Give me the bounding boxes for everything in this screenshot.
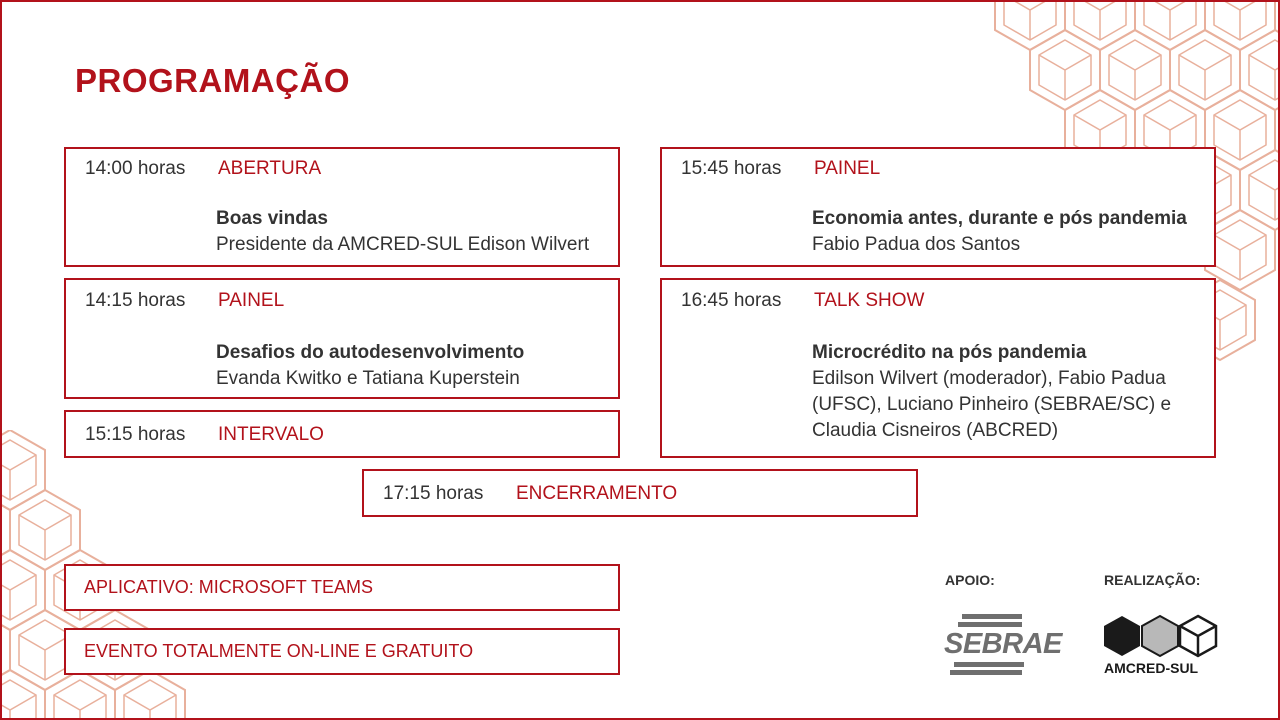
schedule-item-break — [64, 410, 620, 458]
schedule-time: 15:15 horas — [85, 424, 186, 445]
schedule-label: INTERVALO — [218, 424, 324, 445]
amcred-hexagons-icon — [1102, 614, 1220, 662]
amcred-logo — [1102, 614, 1220, 680]
schedule-subtitle: Desafios do autodesenvolvimento — [216, 342, 525, 363]
schedule-label: ENCERRAMENTO — [516, 483, 678, 504]
schedule-subtitle: Boas vindas — [216, 208, 328, 229]
realizacao-label: REALIZAÇÃO: — [1104, 572, 1201, 588]
schedule-time: 17:15 horas — [383, 483, 484, 504]
note-app — [64, 564, 620, 611]
schedule-time: 15:45 horas — [681, 158, 782, 179]
note-text: EVENTO TOTALMENTE ON-LINE E GRATUITO — [84, 641, 474, 661]
schedule-time: 14:15 horas — [85, 290, 186, 311]
schedule-item-talk-show — [660, 278, 1216, 458]
schedule-label: PAINEL — [814, 158, 881, 179]
schedule-time: 16:45 horas — [681, 290, 782, 311]
schedule-item-closing — [362, 469, 918, 517]
schedule-label: TALK SHOW — [814, 290, 925, 311]
schedule-item-panel-1 — [64, 278, 620, 399]
amcred-wordmark: AMCRED-SUL — [1104, 660, 1199, 676]
schedule-item-opening — [64, 147, 620, 267]
schedule-description: Evanda Kwitko e Tatiana Kuperstein — [216, 368, 520, 389]
apoio-label: APOIO: — [945, 572, 995, 588]
schedule-time: 14:00 horas — [85, 158, 186, 179]
schedule-label: PAINEL — [218, 290, 285, 311]
schedule-description: Fabio Padua dos Santos — [812, 234, 1021, 255]
note-free-event — [64, 628, 620, 675]
page-title: PROGRAMAÇÃO — [75, 62, 350, 99]
sebrae-wordmark: SEBRAE — [944, 628, 1062, 660]
sebrae-logo — [944, 614, 1062, 678]
schedule-subtitle: Economia antes, durante e pós pandemia — [812, 208, 1187, 229]
schedule-description: Presidente da AMCRED-SUL Edison Wilvert — [216, 234, 590, 255]
schedule-subtitle: Microcrédito na pós pandemia — [812, 342, 1087, 363]
note-text: APLICATIVO: MICROSOFT TEAMS — [84, 577, 374, 597]
schedule-description: Edilson Wilvert (moderador), Fabio Padua (UFSC), Luciano Pinheiro (SEBRAE/SC) e Claudia Cisneiros (ABCRED) — [812, 368, 1172, 441]
schedule-item-panel-2 — [660, 147, 1216, 267]
schedule-label: ABERTURA — [218, 158, 322, 179]
